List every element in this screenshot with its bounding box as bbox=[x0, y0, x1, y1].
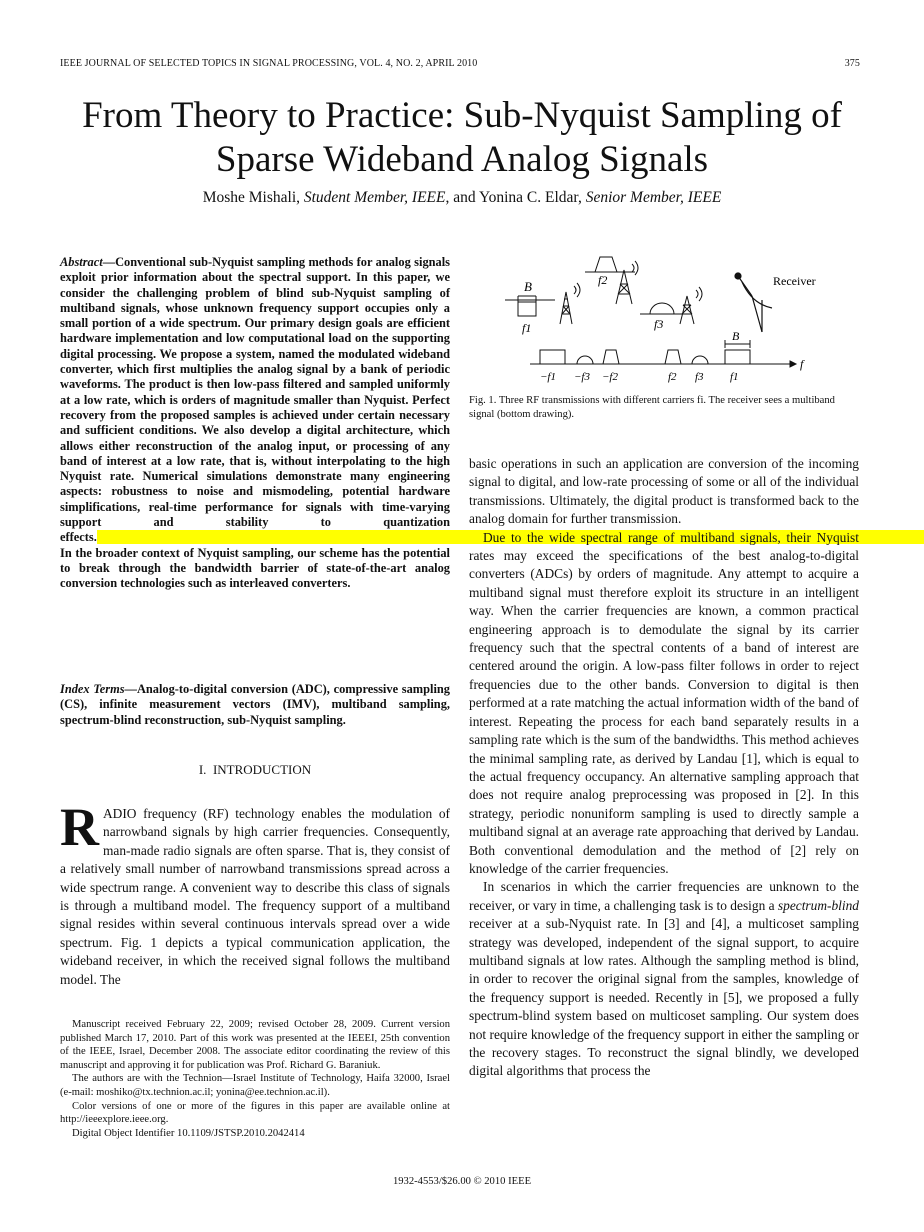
receiver-label: Receiver bbox=[773, 274, 816, 288]
abstract-dash: — bbox=[102, 255, 116, 269]
page-number: 375 bbox=[844, 58, 860, 69]
paragraph-3-a: In scenarios in which the carrier frequencies are unknown to the receiver, or vary in time, a challenging task is to design a bbox=[469, 879, 859, 913]
label-f1-top: f1 bbox=[522, 321, 532, 335]
abstract-label: Abstract bbox=[60, 255, 103, 269]
author-conjunction: and bbox=[453, 189, 476, 206]
received-spectrum bbox=[530, 340, 796, 367]
title-line-2: Sparse Wideband Analog Signals bbox=[215, 139, 709, 180]
tick-neg-f1: −f1 bbox=[540, 371, 556, 383]
author-line: Moshe Mishali, Student Member, IEEE, and Yonina C. Eldar, Senior Member, IEEE bbox=[202, 189, 722, 206]
block-f1 bbox=[725, 350, 750, 364]
band-f2 bbox=[585, 257, 635, 272]
title-line-1: From Theory to Practice: Sub-Nyquist Sampling of bbox=[82, 95, 842, 136]
tower-1-icon bbox=[560, 283, 580, 324]
tick-neg-f2: −f2 bbox=[602, 371, 618, 383]
journal-name: IEEE JOURNAL OF SELECTED TOPICS IN SIGNAL PROCESSING, VOL. 4, NO. 2, APRIL 2010 bbox=[60, 58, 478, 69]
footnote-color: Color versions of one or more of the figures in this paper are available online at http://ieeexplore.ieee.org. bbox=[60, 1100, 450, 1126]
abstract-text: Conventional sub-Nyquist sampling methods for analog signals exploit prior information about the spectral support. In this paper, we consider the challenging problem of blind sub-Nyquist sampling of multiband signals, whose unknown frequency support occupies only a small portion of a wide spectrum. Our primary design goals are efficient hardware implementation and low computational load on the supporting digital processing. We propose a system, named the modulated wideband converter, which first multiplies the analog signal by a bank of periodic waveforms. The product is then low-pass filtered and sampled uniformly at a low rate, which is orders of magnitude smaller than Nyquist. Perfect recovery from the proposed samples is achieved under certain necessary and sufficient conditions. We also develop a digital architecture, which allows either reconstruction of the analog input, or processing of any band of interest at a low rate, that is, without interpolating to the high Nyquist rate. Numerical simulations demonstrate many engineering aspects: robustness to noise and mismodeling, potential hardware simplifications, real-time performance for signals with time-varying support and stability to quantization effects. bbox=[60, 255, 450, 545]
footnote-affiliation: The authors are with the Technion—Israel Institute of Technology, Haifa 32000, Israel (e-mail: moshiko@tx.technion.ac.il; yonina@ee.technion.ac.il). bbox=[60, 1073, 450, 1098]
paragraph-2: Due to the wide spectral range of multiband signals, their Nyquist rates may exceed the specifications of the best analog-to-digital converters (ADCs) by orders of magnitude. Any attempt to acquire a multiband signal must therefore exploit its structure in an intelligent way. When the carrier frequencies are known, a common practical engineering approach is to demodulate the signal by its carrier frequency such that the spectral contents of a band of interest are centered around the origin. A low-pass filter follows in order to reject frequencies due to the other bands. Conversion to digital is then performed at a rate matching the actual information width of the band of interest. Repeating the process for each band separately results in a sampling rate which is the sum of the bandwidths. This method achieves the minimal sampling rate, as derived by Landau [1], which is equal to the actual frequency occupancy. An alternative sampling approach that does not require analog preprocessing was proposed in [2]. In this strategy, periodic nonuniform sampling is used to directly sample a multiband signal at an average rate approaching that derived by Landau. Both conventional demodulation and the method of [2] rely on knowledge of the carrier frequencies. bbox=[469, 529, 859, 876]
spectrum-block-f1 bbox=[518, 302, 536, 316]
label-f2-top: f2 bbox=[598, 273, 608, 287]
section-number: I. bbox=[198, 762, 207, 777]
paragraph-3-b: receiver at a sub-Nyquist rate. In [3] and [4], a multicoset sampling strategy was developed, independent of the signal support, to acquire multiband signals at low rates. Although the sampling method is blind, in order to recover the original signal from the samples, knowledge of the frequency support is needed. Recently in [5], we proposed a fully spectrum-blind system based on multicoset sampling. Our system does not require knowledge of the frequency support in either the sampling or the recovery stages. To reconstruct the signal blindly, we developed digital algorithms that process the bbox=[469, 916, 859, 1079]
index-terms-dash: — bbox=[124, 682, 137, 696]
section-heading bbox=[60, 762, 450, 778]
abstract bbox=[60, 255, 450, 592]
section-title: INTRODUCTION bbox=[212, 762, 312, 777]
label-B-top: B bbox=[524, 279, 532, 294]
band-f1 bbox=[505, 296, 555, 316]
paragraph-3 bbox=[469, 878, 859, 1080]
abstract-text-2: In the broader context of Nyquist sampling, our scheme has the potential to break through the bandwidth barrier of state-of-the-art analog conversion technologies such as interleaved converters. bbox=[60, 545, 450, 591]
tick-f3: f3 bbox=[695, 371, 704, 383]
author-2-role: Senior Member, IEEE bbox=[585, 189, 722, 206]
label-f-axis: f bbox=[800, 357, 804, 371]
trap-neg-f2 bbox=[603, 350, 619, 364]
author-1: Moshe Mishali bbox=[202, 189, 297, 206]
index-terms-label: Index Terms bbox=[60, 682, 125, 696]
block-neg-f1 bbox=[540, 350, 565, 364]
hump-f3 bbox=[692, 356, 708, 364]
author-1-role: Student Member, IEEE bbox=[303, 189, 446, 206]
drop-cap: R bbox=[60, 797, 99, 857]
intro-paragraph bbox=[60, 797, 450, 989]
footnotes bbox=[60, 1018, 450, 1140]
tick-neg-f3: −f3 bbox=[574, 371, 590, 383]
intro-text: ADIO frequency (RF) technology enables the modulation of narrowband signals by high carrier frequencies. Consequently, man-made radio signals are often sparse. That is, they consist of a relatively small number of narrowband transmissions spread across a wide spectrum range. A convenient way to describe this class of signals is through a multiband model. The frequency support of a multiband signal resides within several continuous intervals spread over a wide spectrum. Fig. 1 depicts a typical communication application, the wideband receiver, in which the received signal follows the multiband model. The bbox=[60, 806, 450, 987]
figure-1 bbox=[500, 252, 840, 387]
tick-f1: f1 bbox=[730, 371, 739, 383]
receiver-dish-icon bbox=[735, 273, 772, 332]
band-f3 bbox=[640, 303, 685, 314]
tower-2-icon bbox=[616, 261, 638, 304]
hump-neg-f3 bbox=[577, 356, 593, 364]
paragraph-3-emphasis: spectrum-blind bbox=[777, 897, 859, 913]
label-B-bottom: B bbox=[732, 329, 740, 343]
figure-caption: Fig. 1. Three RF transmissions with different carriers fi. The receiver sees a multiband signal (bottom drawing). bbox=[469, 395, 835, 420]
copyright-footer: 1932-4553/$26.00 © 2010 IEEE bbox=[392, 1176, 532, 1187]
index-terms bbox=[60, 682, 450, 728]
paragraph-1: basic operations in such an application are conversion of the incoming signal to digital, and low-rate processing of some or all of the individual transmissions. Ultimately, the digital product is transformed back to the analog domain for further transmission. bbox=[469, 456, 859, 527]
right-column bbox=[469, 455, 859, 1081]
label-f3-top: f3 bbox=[654, 317, 664, 331]
tick-f2: f2 bbox=[668, 371, 677, 383]
footnote-doi: Digital Object Identifier 10.1109/JSTSP.2010.2042414 bbox=[72, 1127, 305, 1139]
running-head bbox=[60, 58, 860, 69]
tower-3-icon bbox=[680, 287, 702, 324]
author-2: Yonina C. Eldar bbox=[478, 189, 578, 206]
index-terms-text: Analog-to-digital conversion (ADC), compressive sampling (CS), infinite measurement vectors (IMV), multiband sampling, spectrum-blind reconstruction, sub-Nyquist sampling. bbox=[60, 682, 450, 727]
trap-f2 bbox=[665, 350, 681, 364]
footnote-received: Manuscript received February 22, 2009; revised October 28, 2009. Current version published March 17, 2010. Part of this work was presented at the IEEEI, 25th convention of the IEEE, Israel, December 2008. The associate editor coordinating the review of this manuscript and approving it for publication was Prof. Richard G. Baraniuk. bbox=[60, 1019, 450, 1071]
paper-title bbox=[40, 94, 884, 182]
